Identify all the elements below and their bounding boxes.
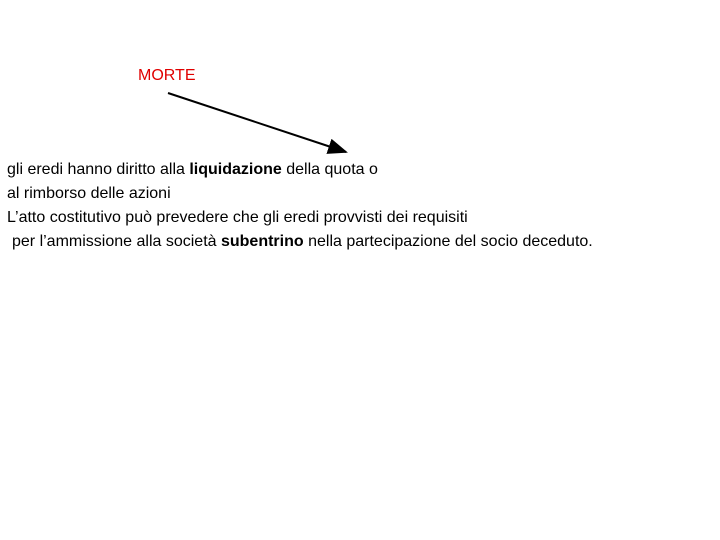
text-line-4-end: nella partecipazione del socio deceduto. [303, 233, 593, 250]
text-line-4-start: per l’ammissione alla società [12, 233, 221, 250]
slide-title: MORTE [138, 67, 196, 84]
arrow-line [168, 93, 346, 152]
text-line-3: L’atto costitutivo può prevedere che gli eredi provvisti dei requisiti [7, 209, 468, 226]
text-line-4 [7, 230, 593, 254]
bold-subentrino: subentrino [220, 233, 304, 250]
text-line-1-end: della quota o [281, 161, 378, 178]
text-line-1 [7, 158, 593, 182]
text-line-2: al rimborso delle azioni [7, 185, 171, 202]
body-text [7, 158, 593, 254]
text-line-1-start: gli eredi hanno diritto alla [7, 161, 190, 178]
bold-liquidazione: liquidazione [189, 161, 282, 178]
